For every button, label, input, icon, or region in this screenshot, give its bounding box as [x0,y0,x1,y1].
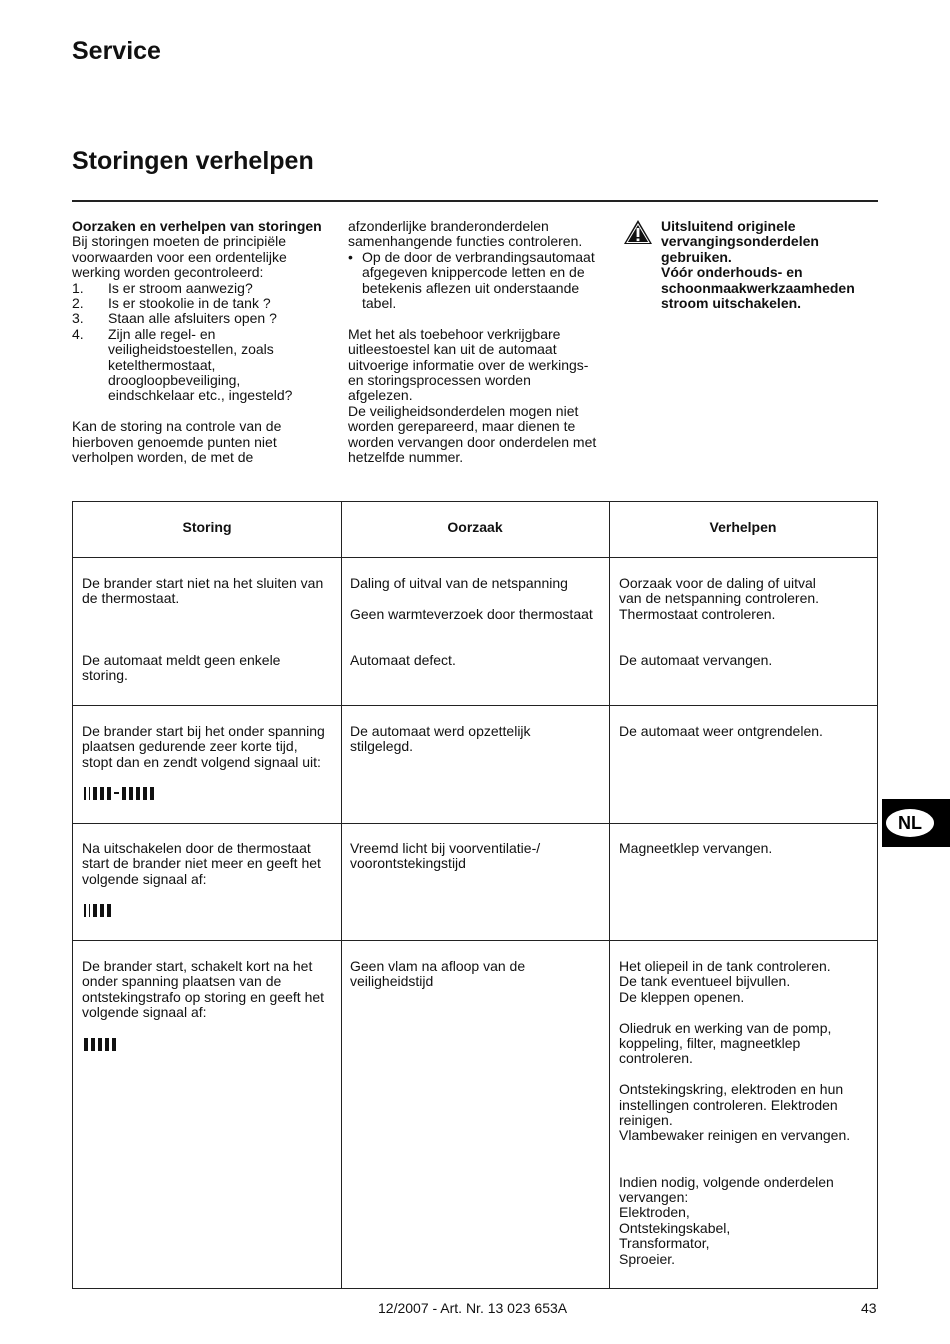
row-divider [73,823,877,824]
oorzaak-cell: Automaat defect. [350,652,456,668]
verhelpen-cell: De automaat weer ontgrendelen. [619,723,823,739]
warning-text: Uitsluitend originele vervangingsonderdelen gebruiken. Vóór onderhouds- en schoonmaakwerkzaamheden stroom uitschakelen. [661,218,855,312]
warning-triangle-icon [623,219,653,245]
intro-line: werking worden gecontroleerd: [72,264,264,281]
oorzaak-cell: Daling of uitval van de netspanning Geen warmteverzoek door thermostaat [350,575,593,622]
verhelpen-cell: Oorzaak voor de daling of uitval van de netspanning controleren. Thermostaat controleren. [619,575,820,622]
row-divider [73,940,877,941]
page-number: 43 [861,1300,877,1316]
column-divider [341,502,342,1288]
article-number: 12/2007 - Art. Nr. 13 023 653A [378,1300,568,1316]
verhelpen-cell: Magneetklep vervangen. [619,840,773,856]
storing-cell: De automaat meldt geen enkele storing. [82,652,281,684]
oorzaak-cell: De automaat werd opzettelijk stilgelegd. [350,723,531,755]
column-header-oorzaak: Oorzaak [447,519,503,535]
row-divider [73,557,877,558]
troubleshooting-table [72,501,878,1289]
intro-line: voorwaarden voor een ordentelijke [72,248,287,265]
checklist-item: 3. Staan alle afsluiters open ? [72,310,277,327]
row-divider [73,705,877,706]
column-header-verhelpen: Verhelpen [709,519,777,535]
intro-column-2: afzonderlijke branderonderdelen samenhangende functies controleren. • Op de door de verbrandingsautomaat afgegeven knippercode letten en de betekenis aflezen uit onderstaande tabel. Met het als toebehoor verkrijgbare uitleestoestel kan uit de automaat uitvoerige informatie over de werkings- en storingsprocessen worden afgelezen. De veiligheidsonderdelen mogen niet worden gerepareerd, maar dienen te worden vervangen door onderdelen met hetzelfde nummer. [348,219,606,465]
checklist-item: 4. Zijn alle regel- en veiligheidstoestellen, zoals ketelthermostaat, droogloopbeveiliging, eindschkelaar etc., ingesteld? [72,325,293,404]
intro-line: Kan de storing na controle van de [72,418,282,435]
storing-cell: De brander start bij het onder spanning plaatsen gedurende zeer korte tijd, stopt dan en zendt volgend signaal uit: [82,723,325,770]
bullet-item: • Op de door de verbrandingsautomaat afgegeven knippercode letten en de betekenis aflezen uit onderstaande tabel. [348,248,595,312]
storing-cell: De brander start niet na het sluiten van de thermostaat. [82,575,324,607]
storing-cell: Na uitschakelen door de thermostaat start de brander niet meer en geeft het volgende signaal af: [82,840,321,887]
title-rule [72,200,878,202]
intro-line: Bij storingen moeten de principiële [72,233,287,250]
language-badge: NL [886,809,934,837]
column-header-storing: Storing [182,519,232,535]
oorzaak-cell: Geen vlam na afloop van de veiligheidstijd [350,958,526,990]
storing-cell: De brander start, schakelt kort na het onder spanning plaatsen van de ontstekingstrafo op storing en geeft het volgende signaal af: [82,958,325,1021]
page-title: Storingen verhelpen [72,147,314,175]
checklist-item: 2. Is er stookolie in de tank ? [72,295,271,312]
blink-signal-code [84,786,154,800]
intro-heading: Oorzaken en verhelpen van storingen [72,218,322,234]
section-header: Service [72,37,161,65]
verhelpen-cell: Het oliepeil in de tank controleren. De tank eventueel bijvullen. De kleppen openen. Oliedruk en werking van de pomp, koppeling, filter, magneetklep controleren. Ontstekingskring, elektroden en hun instellingen controleren. Elektroden reinigen. Vlambewaker reinigen en vervangen. Indien nodig, volgende onderdelen vervangen: Elektroden, Ontstekingskabel, Transformator, Sproeier. [619,958,851,1267]
verhelpen-cell: De automaat vervangen. [619,652,773,668]
intro-line: verholpen worden, de met de [72,449,254,466]
oorzaak-cell: Vreemd licht bij voorventilatie-/ voorontstekingstijd [350,840,541,872]
blink-signal-code [84,1037,116,1051]
checklist-item: 1. Is er stroom aanwezig? [72,279,253,296]
blink-signal-code [84,903,111,917]
column-divider [609,502,610,1288]
intro-column-1 [72,219,334,465]
intro-line: hierboven genoemde punten niet [72,433,277,450]
